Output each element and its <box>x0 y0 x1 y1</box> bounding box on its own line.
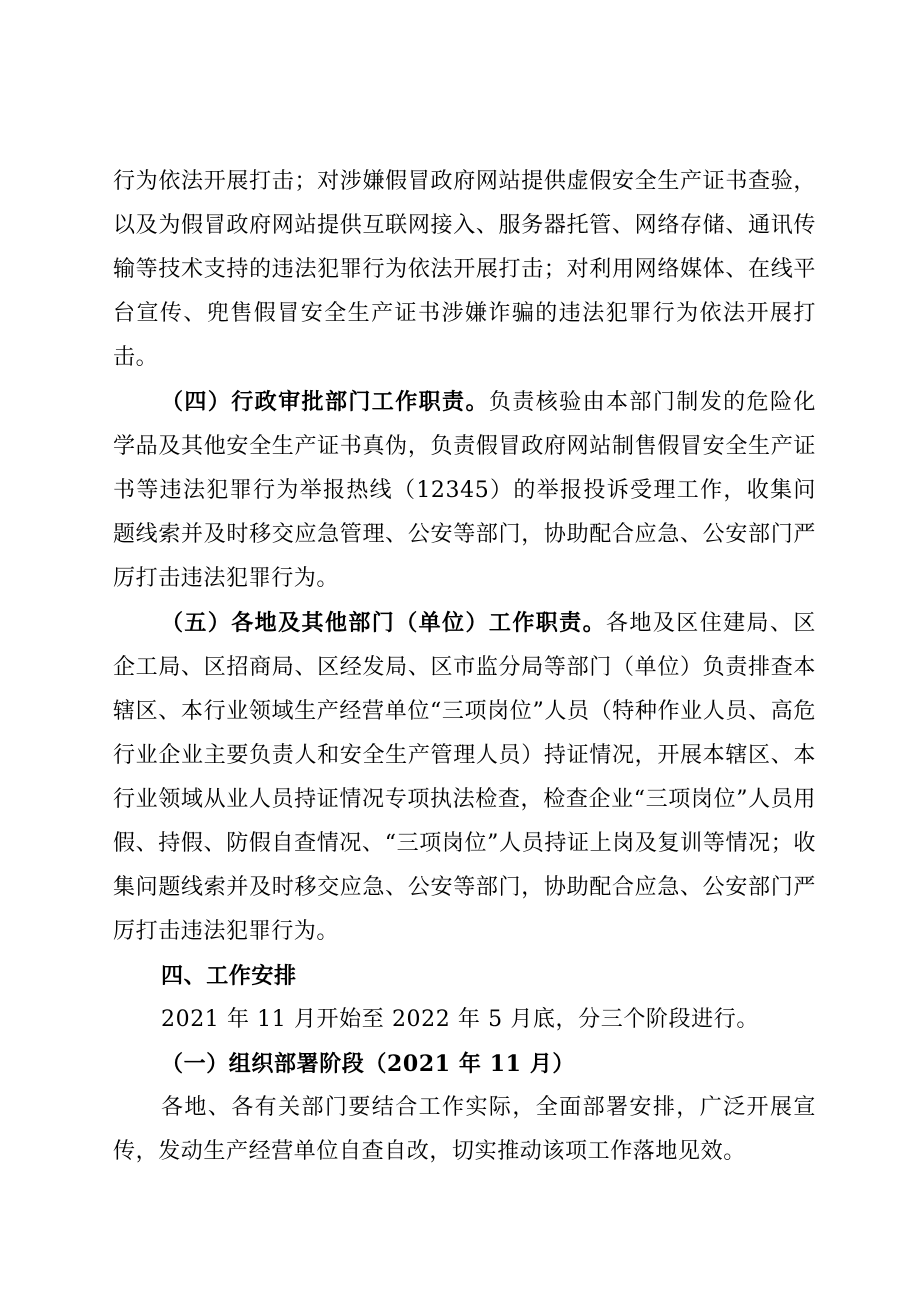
paragraph-text: 负责核验由本部门制发的危险化学品及其他安全生产证书真伪，负责假冒政府网站制售假冒安全生产证书等违法犯罪行为举报热线（12345）的举报投诉受理工作，收集问题线索并及时移交应急管理、公安等部门，协助配合应急、公安部门严厉打击违法犯罪行为。 <box>113 390 816 591</box>
paragraph-local-departments-duties <box>113 601 816 954</box>
paragraph-law-enforcement <box>113 160 816 380</box>
section-heading-work-arrangement: 四、工作安排 <box>161 963 297 989</box>
paragraph-text: 行为依法开展打击；对涉嫌假冒政府网站提供虚假安全生产证书查验，以及为假冒政府网站提供互联网接入、服务器托管、网络存储、通讯传输等技术支持的违法犯罪行为依法开展打击；对利用网络媒体、在线平台宣传、兜售假冒安全生产证书涉嫌诈骗的违法犯罪行为依法开展打击。 <box>113 169 816 370</box>
paragraph-admin-approval-duties <box>113 380 816 601</box>
paragraph-deployment-stage: 各地、各有关部门要结合工作实际，全面部署安排，广泛开展宣传，发动生产经营单位自查自改，切实推动该项工作落地见效。 <box>113 1095 816 1164</box>
paragraph-schedule-intro: 2021 年 11 月开始至 2022 年 5 月底，分三个阶段进行。 <box>161 1007 759 1032</box>
document-body <box>113 160 816 1174</box>
paragraph-text: 各地及区住建局、区企工局、区招商局、区经发局、区市监分局等部门（单位）负责排查本辖区、本行业领域生产经营单位“三项岗位”人员（特种作业人员、高危行业企业主要负责人和安全生产管理人员）持证情况，开展本辖区、本行业领域从业人员持证情况专项执法检查，检查企业“三项岗位”人员用假、持假、防假自查情况、“三项岗位”人员持证上岗及复训等情况；收集问题线索并及时移交应急、公安等部门，协助配合应急、公安部门严厉打击违法犯罪行为。 <box>113 611 816 944</box>
paragraph-heading: （五）各地及其他部门（单位）工作职责。 <box>161 610 607 636</box>
paragraph-heading: （四）行政审批部门工作职责。 <box>161 389 489 415</box>
subsection-heading-deployment-stage: （一）组织部署阶段（2021 年 11 月） <box>161 1051 576 1077</box>
